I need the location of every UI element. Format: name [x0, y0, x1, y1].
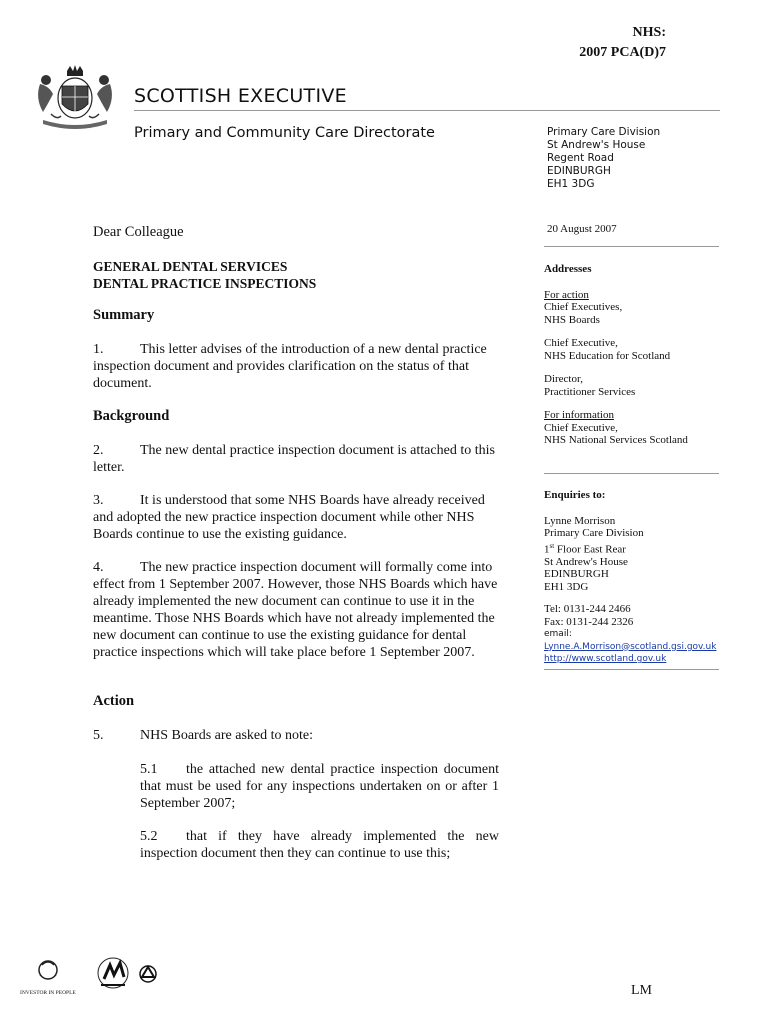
salutation: Dear Colleague: [93, 224, 184, 240]
document-reference: [579, 23, 666, 63]
paragraph-5: [93, 727, 500, 744]
directorate-name: Primary and Community Care Directorate: [134, 125, 435, 141]
contact-division: Primary Care Division: [544, 527, 644, 539]
paragraph-3: [93, 492, 500, 543]
paragraph-number: 2.: [93, 443, 104, 458]
subject-line-1: GENERAL DENTAL SERVICES: [93, 259, 288, 274]
paragraph-number: 5.2: [140, 829, 158, 844]
addressee-line: Chief Executive,: [544, 337, 618, 349]
reference-line-1: NHS:: [632, 25, 666, 40]
subject-line-2: DENTAL PRACTICE INSPECTIONS: [93, 276, 317, 291]
investor-in-people-text: INVESTOR IN PEOPLE: [20, 990, 76, 996]
recycle-icon: [140, 966, 156, 982]
contact-postcode: EH1 3DG: [544, 580, 589, 593]
addressee-line: Chief Executives,: [544, 301, 623, 313]
for-information-label: For information: [544, 409, 614, 421]
letter-date: 20 August 2007: [547, 223, 617, 235]
paragraph-text: the attached new dental practice inspection document that must be used for any inspections undertaken on or after 1 September 2007;: [140, 762, 499, 811]
action-heading: Action: [93, 693, 135, 709]
address-line: St Andrew's House: [547, 139, 646, 151]
address-line: EDINBURGH: [547, 165, 611, 177]
paragraph-5-1: [140, 761, 499, 812]
paragraph-text: It is understood that some NHS Boards have already received and adopted the new practice inspection document while other NHS Boards continue to use the existing guidance.: [93, 493, 485, 542]
address-line: EH1 3DG: [547, 178, 595, 190]
contact-telephone: Tel: 0131-244 2466: [544, 603, 631, 616]
paragraph-4: [93, 559, 500, 661]
header-divider: [134, 110, 720, 111]
paragraph-text: This letter advises of the introduction of a new dental practice inspection document and provides clarification on the status of that document.: [93, 342, 487, 391]
paragraph-text: that if they have already implemented the new inspection document then they can continue to use this;: [140, 829, 499, 861]
enquiries-heading: Enquiries to:: [544, 489, 606, 501]
positive-about-disabled-people-logo-icon: [98, 958, 128, 988]
email-link[interactable]: Lynne.A.Morrison@scotland.gsi.gov.uk: [544, 641, 717, 652]
paragraph-text: NHS Boards are asked to note:: [140, 728, 314, 743]
enquiries-block: [544, 489, 716, 666]
addressees-heading: Addresses: [544, 263, 592, 275]
contact-city: EDINBURGH: [544, 568, 609, 581]
addressee-line: Practitioner Services: [544, 385, 636, 398]
email-label: email:: [544, 629, 572, 640]
website-link[interactable]: http://www.scotland.gov.uk: [544, 654, 667, 665]
contact-floor: 1st Floor East Rear: [544, 541, 626, 556]
paragraph-2: [93, 442, 500, 476]
address-line: Regent Road: [547, 152, 614, 164]
for-action-label: For action: [544, 288, 589, 301]
background-heading: Background: [93, 408, 170, 424]
subject-heading: [93, 258, 316, 292]
addressee-line: NHS Boards: [544, 313, 600, 326]
address-line: Primary Care Division: [547, 126, 661, 138]
summary-heading: Summary: [93, 307, 155, 323]
right-column-divider: [544, 473, 719, 474]
addressee-line: NHS National Services Scotland: [544, 434, 688, 446]
author-initials: LM: [631, 983, 652, 998]
addressee-line: NHS Education for Scotland: [544, 349, 671, 362]
investors-in-people-logo-icon: [39, 961, 57, 979]
right-column-divider: [544, 246, 719, 247]
paragraph-5-2: [140, 828, 499, 862]
contact-fax: Fax: 0131-244 2326: [544, 615, 634, 628]
paragraph-number: 3.: [93, 493, 104, 508]
paragraph-number: 5.1: [140, 762, 158, 777]
addressees-block: [544, 263, 688, 447]
royal-crest-icon: [31, 62, 119, 132]
office-address: [547, 126, 660, 191]
contact-name: Lynne Morrison: [544, 514, 616, 527]
paragraph-number: 5.: [93, 728, 104, 743]
paragraph-text: The new dental practice inspection document is attached to this letter.: [93, 443, 495, 475]
paragraph-text: The new practice inspection document will formally come into effect from 1 September 2007. However, those NHS Boards which have already implemented the new document can continue to use it in the meantime. Those NHS Boards which have not already implemented the new document can continue to use the existing guidance for dental practice inspections which will take place before 1 September 2007.: [93, 560, 498, 660]
paragraph-number: 4.: [93, 560, 104, 575]
addressee-line: Director,: [544, 373, 583, 385]
paragraph-1: [93, 341, 500, 392]
contact-building: St Andrew's House: [544, 555, 628, 568]
department-title: SCOTTISH EXECUTIVE: [134, 85, 347, 107]
addressee-line: Chief Executive,: [544, 421, 618, 434]
reference-line-2: 2007 PCA(D)7: [579, 45, 666, 60]
right-column-divider: [544, 669, 719, 670]
paragraph-number: 1.: [93, 342, 104, 357]
